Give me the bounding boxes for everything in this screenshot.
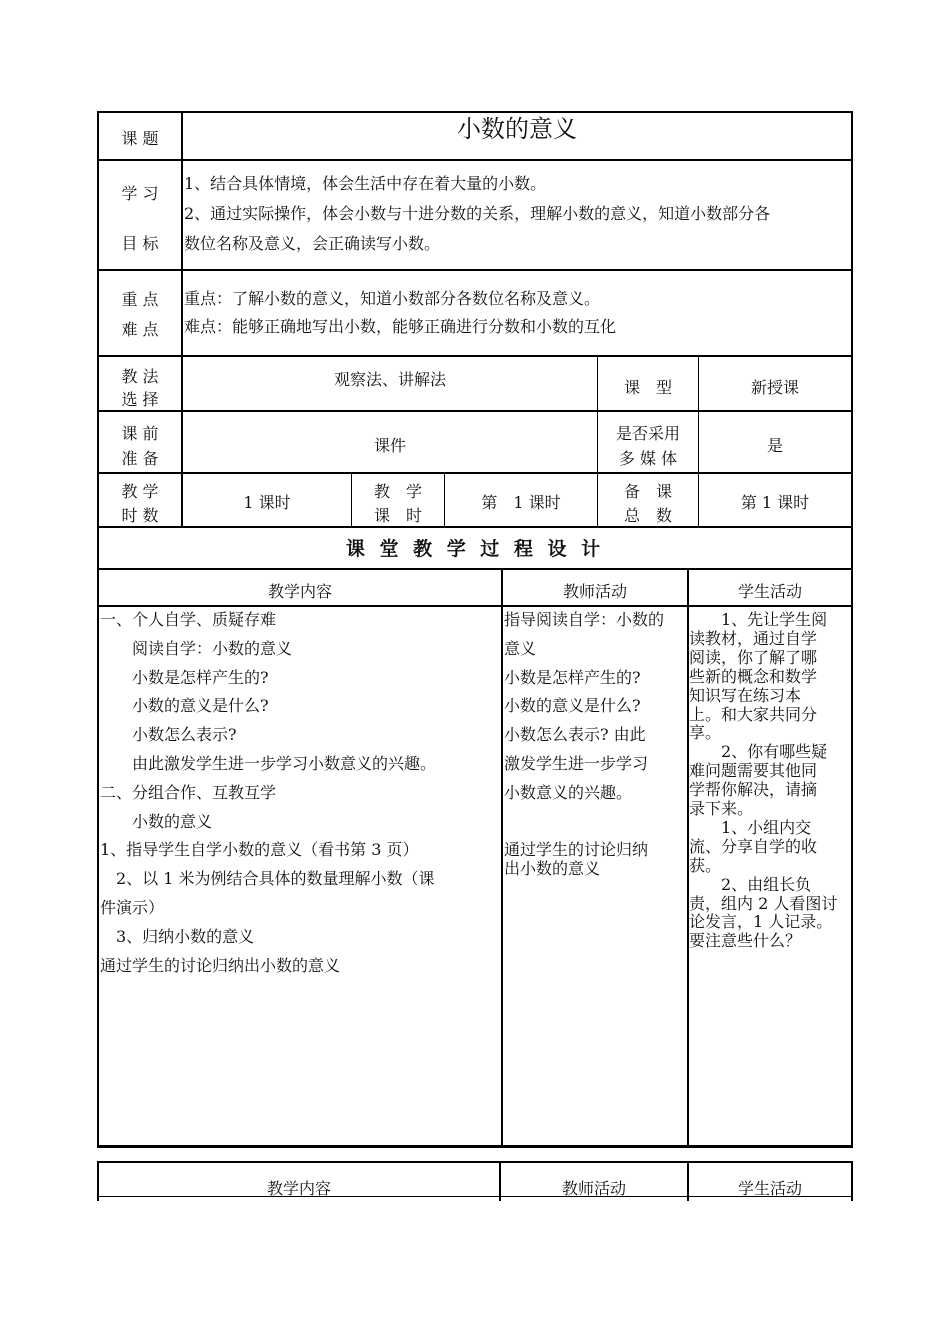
student-activity-line: 2、你有哪些疑 bbox=[689, 742, 828, 762]
student-activity-line: 1、小组内交 bbox=[689, 817, 812, 837]
teaching-hours-label-line1: 教 学 bbox=[121, 482, 159, 501]
goals-label-line2: 目 标 bbox=[121, 234, 159, 253]
prep-label-line1: 课 前 bbox=[121, 424, 159, 443]
teacher-activity-line: 出小数的意义 bbox=[504, 859, 601, 878]
lesson-type-label: 课 型 bbox=[623, 378, 672, 397]
content-line: 3、归纳小数的意义 bbox=[100, 926, 255, 946]
student-activity-line: 享。 bbox=[689, 723, 722, 743]
content-line: 由此激发学生进一步学习小数意义的兴趣。 bbox=[100, 754, 437, 773]
content-line: 小数的意义是什么? bbox=[100, 696, 269, 716]
content-line: 小数的意义 bbox=[100, 811, 213, 831]
next-column-header-content: 教学内容 bbox=[266, 1179, 331, 1198]
teacher-activity-line: 小数意义的兴趣。 bbox=[504, 782, 633, 802]
key-points-label-line1: 重 点 bbox=[121, 290, 159, 309]
period-label-line1: 教 学 bbox=[373, 482, 422, 501]
key-points-label-line2: 难 点 bbox=[121, 320, 159, 339]
period-label-line2: 课 时 bbox=[373, 506, 422, 525]
student-activity-line: 学帮你解决，请摘 bbox=[689, 780, 818, 800]
teacher-activity-line: 小数怎么表示? 由此 bbox=[504, 725, 646, 745]
prep-label-line2: 准 备 bbox=[121, 449, 159, 468]
student-activity-line: 要注意些什么？ bbox=[689, 931, 802, 951]
content-line: 2、以 1 米为例结合具体的数量理解小数（课 bbox=[100, 869, 435, 889]
course-title: 小数的意义 bbox=[457, 115, 577, 143]
key-point: 重点：了解小数的意义，知道小数部分各数位名称及意义。 bbox=[184, 289, 601, 308]
content-line: 二、分组合作、互教互学 bbox=[100, 782, 277, 802]
student-activity-line: 2、由组长负 bbox=[689, 874, 812, 894]
student-activity-line: 知识写在练习本 bbox=[689, 685, 802, 705]
student-activity-line: 阅读，你了解了哪 bbox=[689, 647, 818, 667]
content-line: 通过学生的讨论归纳出小数的意义 bbox=[100, 955, 341, 975]
column-header-student: 学生活动 bbox=[737, 582, 802, 601]
student-activity-line: 上。和大家共同分 bbox=[689, 704, 818, 724]
lesson-type-value: 新授课 bbox=[750, 378, 799, 397]
content-line: 阅读自学：小数的意义 bbox=[100, 638, 293, 658]
student-activity-line: 难问题需要其他同 bbox=[689, 761, 818, 781]
course-label: 课 题 bbox=[121, 129, 159, 148]
content-line: 一、个人自学、质疑存难 bbox=[100, 610, 277, 629]
goal-item-1: 1、结合具体情境，体会生活中存在着大量的小数。 bbox=[184, 174, 547, 193]
column-header-teacher: 教师活动 bbox=[562, 582, 627, 601]
student-activity-line: 流、分享自学的收 bbox=[689, 836, 818, 856]
student-activity-line: 获。 bbox=[689, 855, 722, 875]
goal-item-2: 2、通过实际操作，体会小数与十进分数的关系，理解小数的意义，知道小数部分各 bbox=[184, 204, 771, 223]
teacher-activity-line: 通过学生的讨论归纳 bbox=[504, 840, 649, 859]
total-label-line1: 备 课 bbox=[623, 482, 672, 501]
teacher-activity-line: 小数的意义是什么? bbox=[504, 696, 641, 716]
multimedia-label-line2: 多 媒 体 bbox=[618, 449, 678, 468]
goal-item-2-cont: 数位名称及意义，会正确读写小数。 bbox=[184, 234, 441, 253]
next-column-header-student: 学生活动 bbox=[737, 1179, 802, 1198]
period-value: 第 1 课时 bbox=[481, 493, 561, 512]
prep-value: 课件 bbox=[373, 436, 406, 455]
student-activity-line: 1、先让学生阅 bbox=[689, 610, 828, 629]
student-activity-line: 论发言，1 人记录。 bbox=[689, 912, 833, 932]
method-label-line1: 教 法 bbox=[121, 367, 159, 386]
student-activity-line: 读教材，通过自学 bbox=[689, 628, 818, 648]
student-activity-line: 录下来。 bbox=[689, 799, 754, 818]
teacher-activity-line: 小数是怎样产生的? bbox=[504, 667, 641, 687]
content-line: 件演示） bbox=[100, 898, 165, 917]
method-label-line2: 选 择 bbox=[121, 390, 159, 409]
multimedia-label-line1: 是否采用 bbox=[615, 424, 680, 443]
total-value: 第 1 课时 bbox=[740, 493, 810, 512]
process-section-title: 课 堂 教 学 过 程 设 计 bbox=[345, 538, 605, 560]
teaching-hours-value: 1 课时 bbox=[243, 493, 291, 512]
multimedia-value: 是 bbox=[766, 436, 783, 455]
goals-label-line1: 学 习 bbox=[121, 184, 159, 203]
content-line: 小数是怎样产生的? bbox=[100, 667, 269, 687]
total-label-line2: 总 数 bbox=[623, 506, 672, 525]
content-line: 小数怎么表示? bbox=[100, 725, 237, 745]
teacher-activity-line: 激发学生进一步学习 bbox=[504, 754, 649, 773]
teaching-hours-label-line2: 时 数 bbox=[121, 506, 159, 525]
content-line: 1、指导学生自学小数的意义（看书第 3 页） bbox=[100, 840, 419, 860]
student-activity-line: 些新的概念和数学 bbox=[689, 666, 818, 686]
teacher-activity-line: 意义 bbox=[504, 638, 537, 658]
student-activity-line: 责，组内 2 人看图讨 bbox=[689, 893, 838, 913]
teacher-activity-line: 指导阅读自学：小数的 bbox=[504, 610, 665, 629]
method-value: 观察法、讲解法 bbox=[333, 370, 446, 389]
next-column-header-teacher: 教师活动 bbox=[561, 1179, 626, 1198]
difficult-point: 难点：能够正确地写出小数，能够正确进行分数和小数的互化 bbox=[184, 317, 617, 336]
column-header-content: 教学内容 bbox=[267, 582, 332, 601]
